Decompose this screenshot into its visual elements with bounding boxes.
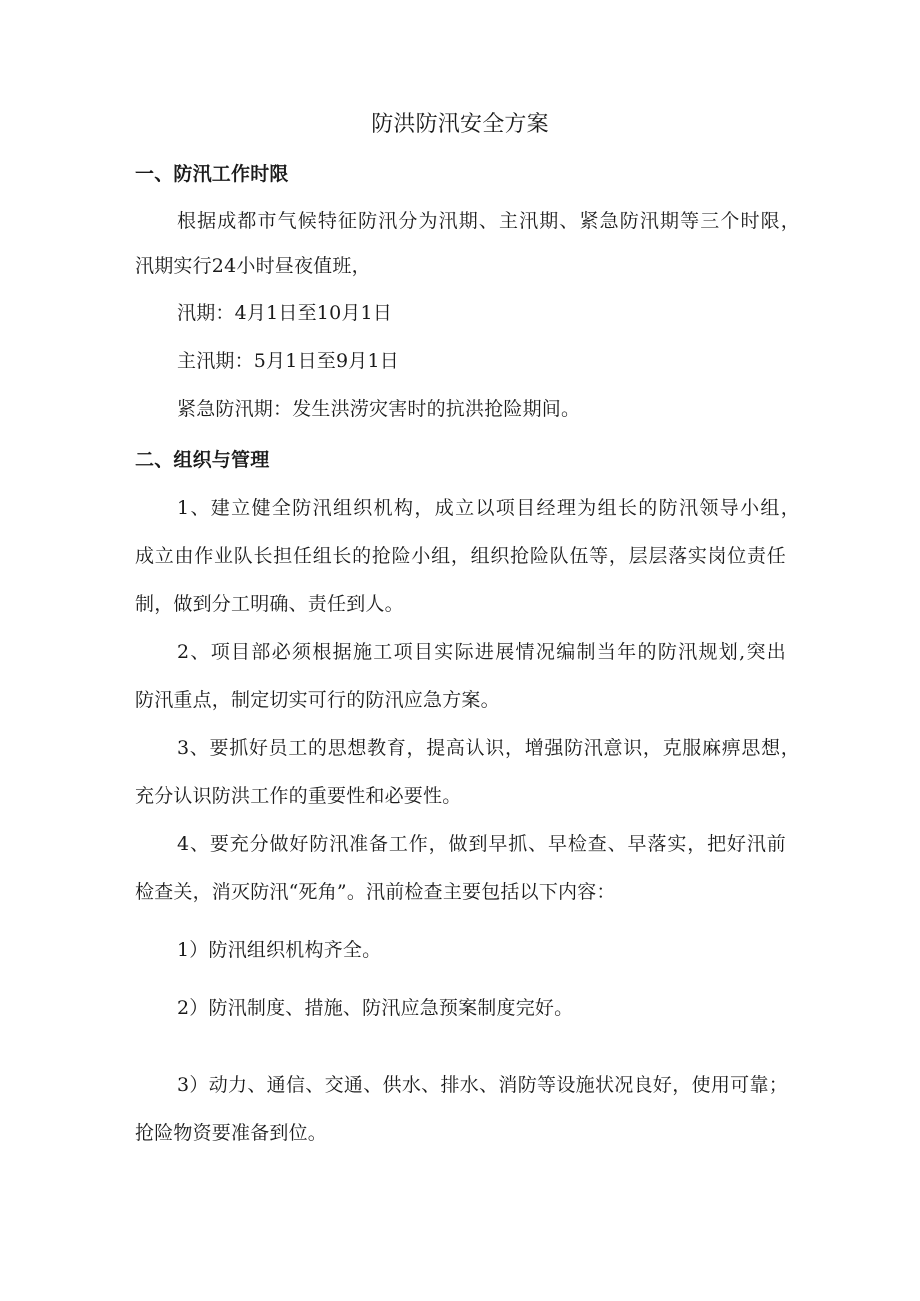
- emergency-flood-period: 紧急防汛期：发生洪涝灾害时的抗洪抢险期间。: [177, 398, 581, 420]
- flood-period: 汛期：4月1日至10月1日: [177, 302, 393, 324]
- paragraph-line: 充分认识防洪工作的重要性和必要性。: [135, 785, 462, 807]
- paragraph-line: 检查关，消灭防汛“死角”。汛前检查主要包括以下内容：: [135, 881, 616, 903]
- section-heading-organization: 二、组织与管理: [135, 449, 270, 471]
- paragraph-line: 根据成都市气候特征防汛分为汛期、主汛期、紧急防汛期等三个时限，: [177, 210, 800, 232]
- paragraph-line: 制，做到分工明确、责任到人。: [135, 593, 404, 615]
- document-title: 防洪防汛安全方案: [371, 112, 549, 137]
- checklist-item: 2）防汛制度、措施、防汛应急预案制度完好。: [177, 997, 574, 1019]
- paragraph-line: 2、项目部必须根据施工项目实际进展情况编制当年的防汛规划,突出: [177, 641, 786, 663]
- checklist-item: 1）防汛组织机构齐全。: [177, 939, 382, 961]
- paragraph-line: 4、要充分做好防汛准备工作，做到早抓、早检查、早落实，把好汛前: [177, 833, 786, 855]
- checklist-item-continuation: 抢险物资要准备到位。: [135, 1122, 328, 1144]
- main-flood-period: 主汛期：5月1日至9月1日: [177, 350, 399, 372]
- checklist-item: 3）动力、通信、交通、供水、排水、消防等设施状况良好，使用可靠；: [177, 1074, 788, 1096]
- section-heading-time-limits: 一、防汛工作时限: [135, 163, 289, 185]
- paragraph-line: 3、要抓好员工的思想教育，提高认识，增强防汛意识，克服麻痹思想，: [177, 737, 800, 759]
- paragraph-line: 成立由作业队长担任组长的抢险小组，组织抢险队伍等，层层落实岗位责任: [135, 545, 786, 567]
- paragraph-line: 汛期实行24小时昼夜值班，: [135, 255, 371, 277]
- paragraph-line: 1、建立健全防汛组织机构，成立以项目经理为组长的防汛领导小组，: [177, 497, 800, 519]
- paragraph-line: 防汛重点，制定切实可行的防汛应急方案。: [135, 689, 500, 711]
